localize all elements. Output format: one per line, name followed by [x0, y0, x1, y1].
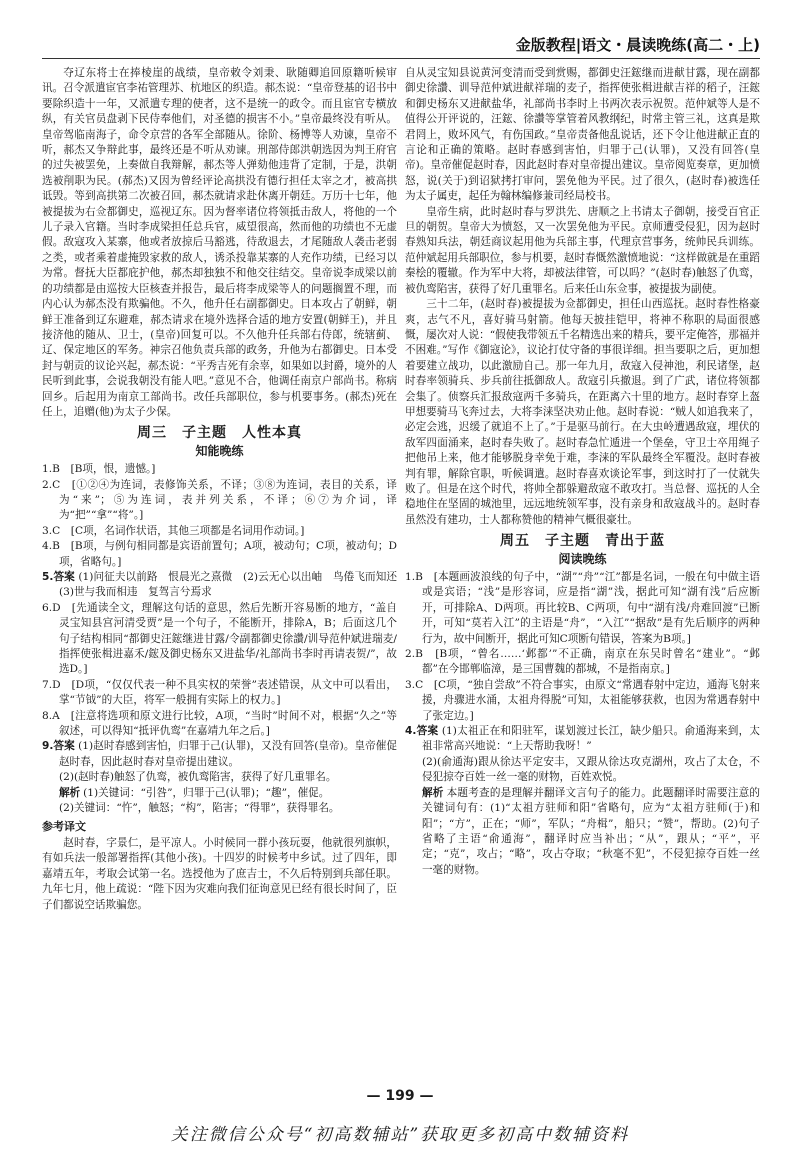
analysis-text: 本题考查的是理解并翻译文言句子的能力。此题翻译时需要注意的关键词句有：(1)“太祖方驻师和阳”省略句，应为“太祖方驻师(于)和阳”；“方”，正在；“师”，军队；“舟楫”，船只；“赞”，帮助。(2)句子省略了主语“俞通海”，翻译时应当补出；“从”，跟从；“平”，平定；“克”，攻占；“略”，攻占夺取；“秋毫不犯”，不侵犯掠夺百姓一丝一毫的财物。	[421, 786, 761, 876]
answer-4-part1: (1)太祖正在和阳驻军，谋划渡过长江，缺少船只。俞通海来到，太祖非常高兴地说：“上天帮助我呀！”	[421, 725, 760, 753]
answer-9-part1: (1)赵时春感到害怕，归罪于己(认罪)，又没有回答(皇帝)。皇帝催促赵时春，因此赵时春对皇帝提出建议。	[58, 740, 397, 768]
answer-2: 2.B [B项，“曾名……‘邺都’”不正确，南京在东吴时曾名“建业”。“邺都”在今邯郸临漳，是三国曹魏的都城，不是指南京。]	[405, 648, 760, 676]
analysis	[42, 786, 397, 801]
analysis	[405, 786, 760, 878]
section-title-fri: 周五 子主题 青出于蓝	[500, 533, 665, 550]
answer-6: 6.D [先通读全文，理解这句话的意思，然后先断开容易断的地方，“盖自灵宝知县宫河清受贾”是一个句子，不能断开，排除A，B；后面这几个句子结构相同“都御史汪鋐继进甘露/令副都御史徐讚/训导范仲斌进瑞麦/指挥使张楫进嘉禾/鋐及御史杨东又进盐华/礼部尚书李时再请表贺/”，故选D。]	[42, 601, 397, 676]
answer-9	[42, 739, 397, 770]
header-rule	[42, 58, 760, 59]
answer-5-text: (1)问征夫以前路 恨晨光之熹微 (2)云无心以出岫 鸟倦飞而知还 (3)世与我而相违 复驾言兮焉求	[58, 571, 408, 599]
answer-7: 7.D [D项，“仅仅代表一种不具实权的荣誉”表述错误，从文中可以看出，掌“节钺”的大臣，将军一般拥有实际上的权力。]	[42, 678, 397, 707]
analysis-1: (1)关键词：“引咎”，归罪于己(认罪)；“趣”，催促。	[83, 786, 330, 799]
translation-continued: 夺辽东将士在捧棱崖的战绩，皇帝敕令刘秉、耿随卿追回原籍听候审讯。召令派遣宦官李祐管理苏、杭地区的织造。郝杰说：“皇帝登基的诏书中要除织造十一年，又派遣专理的使者，这不是统一的政令。而且宦官专横放纵，有关官员盘剥下民侍奉他们，对圣德的损害不小。”皇帝最终没有听从。皇帝驾临南海子，命令京营的各军全部随从。徐阶、杨博等人劝谏，皇帝不听，郝杰又争辩此事，最终还是不听从劝谏。刑部侍郎洪朝选因为判王府官的过失被罢免，上奏做自我辩解，郝杰等人弹劾他违背了定制，于是，洪朝选被削职为民。(郝杰)又因为曾经评论高拱没有德行担任太宰之才，被高拱诋毁。等到高拱第二次被召回，郝杰就请求赴休离开朝廷。万历十七年，他被提拔为右佥都御史，巡视辽东。因为督率诸位将领抵击敌人，将他的一个儿子录入官籍。当时李成梁担任总兵官，威望很高，然而他的功绩也不无虚假。敌寇攻入某寨，他或者放掠后马豁逃，待敌退去，才尾随敌人袭击老弱之类，或者乘着虚掩毁家救的敌人，诱杀投靠某寨的人充作功绩，已经习以为常。督抚大臣都庇护他，郝杰却独独不和他交往结交。皇帝说李成梁以前的功绩都是由巡按大臣核查并报告，最后将李成梁等人的问题搁置不理，而内心认为郝杰没有欺骗他。不久，他升任右副都御史。日本攻占了朝鲜，朝鲜王准备到辽东避难，郝杰请求在境外选择合适的地方安置(朝鲜王)，并且接济他的随从、卫士，(皇帝)回复可以。不久他升任兵部右侍郎，统辖蓟、辽、保定地区的军务。神宗召他负责兵部的政务，升他为右都御史。日本受封与朝贡的议论兴起，郝杰说：“平秀吉死有余辜，如果如以封爵，境外的人民听到此事，会说我朝没有能人吧。”意见不合，他调任南京户部尚书。称病回乡。后起用为南京工部尚书。改任兵部职位，参与机要事务。(郝杰)死在任上，追赠(他)为太子少保。	[42, 67, 398, 418]
analysis-label: 解析	[421, 786, 444, 799]
subsection-title: 阅读晚练	[558, 551, 607, 566]
page-header: 金版教程|语文・晨读晚练(高二・上)	[515, 36, 760, 54]
page-number: — 199 —	[366, 1088, 434, 1104]
footer-note: 关注微信公众号“初高数辅站”获取更多初高中数辅资料	[170, 1125, 630, 1145]
answer-4-part2: (2)(俞通海)跟从徐达平定安丰，又跟从徐达攻克湖州，攻占了太仓，不侵犯掠夺百姓一丝一毫的财物，百姓欢悦。	[421, 755, 760, 784]
translation-part2: 皇帝生病，此时赵时春与罗洪先、唐顺之上书请太子御朝，接受百官正旦的朝贺。皇帝大为愤怒，又一次罢免他为平民。京师遭受侵犯，因为赵时春熟知兵法，朝廷商议起用他为兵部主事，代理京营事务，统帅民兵训练。范仲斌起用兵部职位，参与机要，赵时春慨然激愤地说：“这样做就是在重蹈秦桧的覆辙。作为军中大将，却被法律管，可以吗？”(赵时春)触怒了仇鸾，被仇鸾陷害，获得了好几重罪名。后来任山东佥事，被提拔为副使。	[405, 205, 761, 295]
answer-5	[42, 570, 408, 601]
right-column	[405, 66, 760, 1106]
translation-start: 赵时春，字景仁，是平凉人。小时候同一群小孩玩耍，他就很列旗帜，有如兵法一般部署指挥(其他小孩)。十四岁的时候考中乡试。过了四年，即嘉靖五年，考取会试第一名。选授他为了庶吉士，不久后特别到兵部任职。九年七月，他上疏说：“陛下因为灾难向我们征询意见已经有很长时间了，臣子们都说空话欺骗您。	[42, 836, 398, 911]
answer-label: 9.答案	[42, 740, 75, 753]
subsection-title: 知能晚练	[195, 443, 244, 458]
analysis-label: 解析	[58, 786, 81, 799]
answer-8: 8.A [注意将选项和原文进行比较，A项，“当时”时间不对，根据“久之”等叙述，可以得知“抵评仇鸾”在嘉靖九年之后。]	[42, 709, 397, 738]
answer-1: 1.B [本题画波浪线的句子中，“湖”“舟”“江”都是名词，一般在句中做主语或是宾语；“浅”是形容词，应是指“湖”浅，据此可知“湖有浅”后应断开，可排除A、D两项。再比较B、C两项，句中“湖有浅/舟难回渡”已断开，可知“莫若入江”的主语是“舟”，“入江”“据敌”是有先后顺序的两种行为，故中间断开，据此可知C项断句错误，答案为B项。]	[405, 571, 760, 645]
translation-part1: 自从灵宝知县说黄河变清而受到赏赐，都御史汪鋐继而进献甘露，现在副都御史徐讚、训导范仲斌进献祥瑞的麦子，指挥使张楫进献吉祥的稻子，汪鋐和御史杨东又进献盐华，礼部尚书李时上书两次表示祝贺。范仲斌等人是不值得公开评说的，汪鋐、徐讚等掌管着风教纲纪，时常主管三礼，这真是欺君罔上，败坏风气，有伤国政。”皇帝责备他乱说话，还下令让他进献正直的言论和正确的策略。赵时春感到害怕，归罪于己(认罪)，又没有回答(皇帝)。皇帝催促赵时春，因此赵时春对皇帝提出建议。皇帝阅览奏章，更加愤怒，说(关于)到诏狱拷打审问，罢免他为平民。过了很久，(赵时春)被选任为太子属吏，起任为翰林编修兼司经局校书。	[405, 67, 760, 203]
answer-4: 4.B [B项，与例句相同都是宾语前置句；A项，被动句；C项，被动句；D项，省略句。]	[42, 540, 397, 568]
answer-9-part2: (2)(赵时春)触怒了仇鸾，被仇鸾陷害，获得了好几重罪名。	[58, 771, 337, 784]
answer-1: 1.B [B项，恨，遗憾。]	[42, 463, 156, 476]
translation-part3: 三十二年，(赵时春)被提拔为佥都御史，担任山西巡抚。赵时春性格豪爽，志气不凡，喜好骑马射箭。他每天披挂铠甲，将神不称职的局面很感慨，屡次对人说：“假使我带领五千名精选出来的精兵，要平定俺答，那福并不困难。”写作《御寇论》，议论打仗守备的事很详细。担当要职之后，更加想着要建立战功，以此激励自己。那一年九月，敌寇入侵神池，利民诸堡，赵时春率领骑兵、步兵前往抵御敌人。敌寇引兵撤退。到了广武，诸位将领都会集了。侦察兵汇报敌寇两千多骑兵，在距离六十里的地方。赵时春穿上盔甲想要骑马飞奔过去，大将李涞坚决劝止他。赵时春说：“贼人如追我来了，必定会逃，迟缓了就追不上了。”于是驱马前行。在大虫岭遭遇敌寇，埋伏的敌军四面涌来，赵时春失败了。赵时春急忙遁进一个堡垒，守卫士卒用绳子把他吊上来，他才能够脱身幸免于难，李涞的军队最终全军覆没。赵时春被判有罪，解除官职，听候调遣。赵时春喜欢谈论军事，到这时打了一仗就失败了。但是在这个时代，将帅全都躲避敌寇不敢攻打。当总督、巡抚的人全稳地住在坚固的城池里，远远地统领军事，没有亲身和敌寇战斗的。赵时春虽然没有建功，士人都称赞他的精神气概很豪壮。	[405, 298, 761, 526]
reference-title: 参考译文	[42, 819, 86, 833]
answer-2: 2.C [①②④为连词，表修饰关系，不译；③⑧为连词，表目的关系，译为“来”；⑤为连词，表并列关系，不译；⑥⑦为介词，译为“把”“拿”“将”。]	[42, 478, 397, 522]
analysis-2: (2)关键词：“忤”，触怒；“构”，陷害；“得罪”，获得罪名。	[58, 802, 340, 815]
answer-3: 3.C [C项，“独自尝敌”不符合事实，由原文“常遇春射中定边，通海飞射来援，舟骤进水涌，太祖舟得脱”可知，太祖能够获救，也因为常遇春射中了张定边。]	[405, 678, 760, 722]
answer-label: 4.答案	[405, 725, 439, 738]
answer-4	[405, 724, 760, 755]
section-title-wed: 周三 子主题 人性本真	[137, 425, 302, 442]
answer-label: 5.答案	[42, 571, 75, 583]
answer-3: 3.C [C项，名词作状语，其他三项都是名词用作动词。]	[42, 524, 305, 537]
